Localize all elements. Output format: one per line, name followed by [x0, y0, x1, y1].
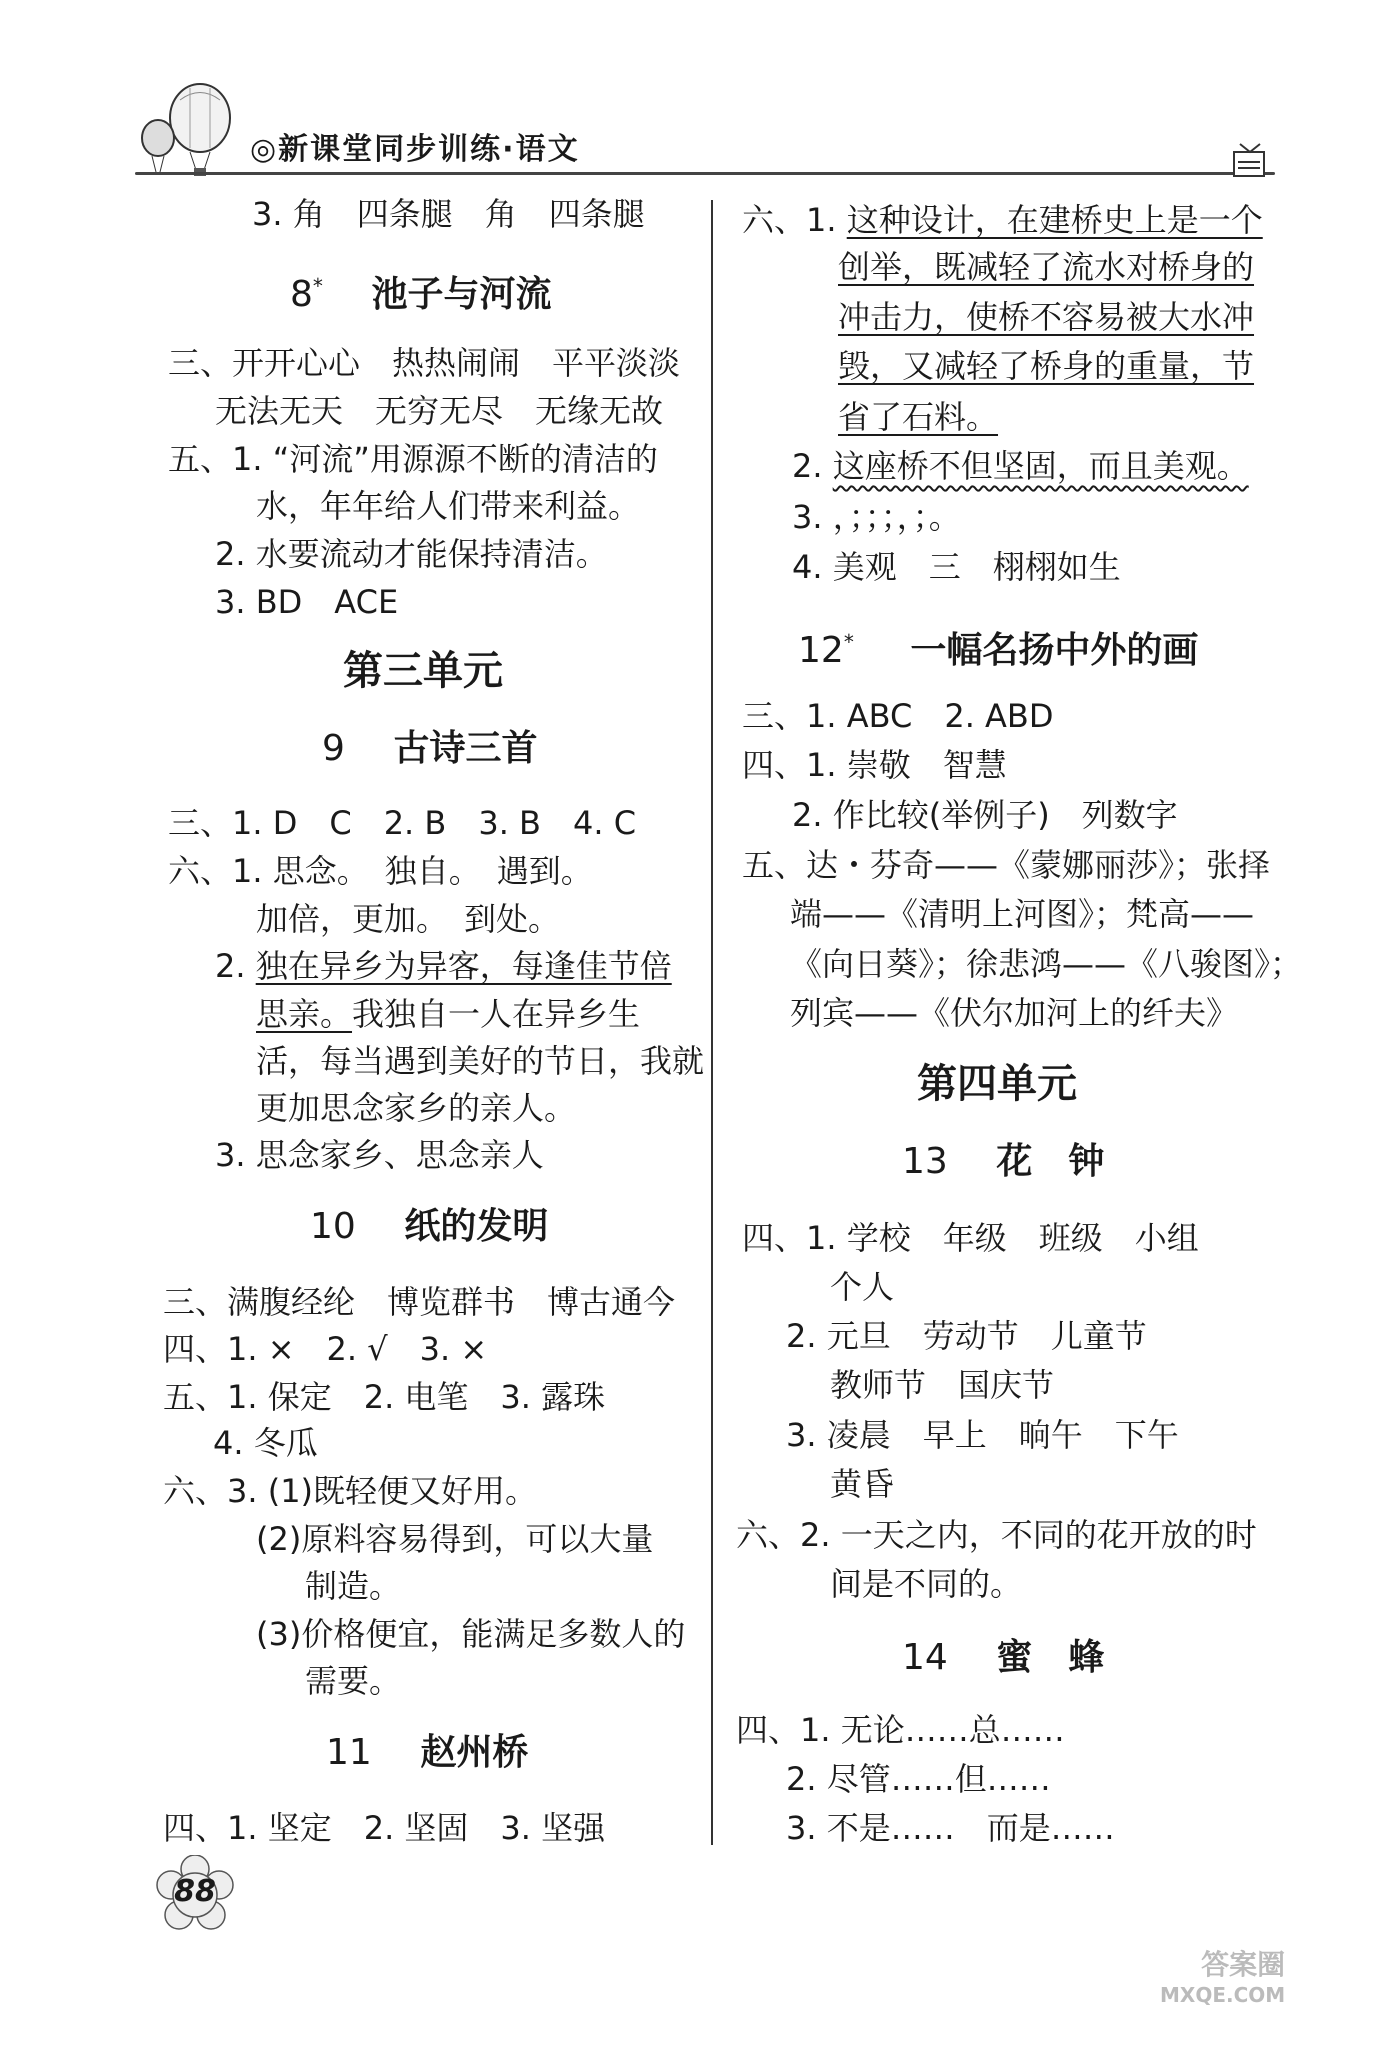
answer-line: 四、1. 崇敬 智慧: [742, 746, 1007, 784]
answer-line: 3. 凌晨 早上 晌午 下午: [786, 1416, 1179, 1454]
answer-line: 无法无天 无穷无尽 无缘无故: [215, 392, 664, 430]
section-title: 池子与河流: [371, 274, 552, 315]
answer-line: 3. 思念家乡、思念亲人: [215, 1136, 544, 1174]
answer-line: (2)原料容易得到，可以大量: [256, 1520, 654, 1558]
answer-line: 五、1. 保定 2. 电笔 3. 露珠: [163, 1378, 606, 1416]
header-rule: [135, 172, 1275, 175]
answer-line: 水，年年给人们带来利益。: [256, 487, 641, 525]
watermark-text: 答案圈: [1201, 1948, 1286, 1981]
underlined-answer: 省了石料。: [838, 398, 999, 436]
section-heading-9: [322, 725, 537, 773]
column-divider: [711, 200, 713, 1845]
underlined-answer: 思亲。: [256, 995, 353, 1033]
answer-line: 3. 不是…… 而是……: [786, 1809, 1115, 1847]
answer-line: 教师节 国庆节: [830, 1366, 1055, 1404]
answer-line: 3. ，；；；，；。: [792, 498, 961, 536]
answer-text: 我独自一人在异乡生: [352, 995, 641, 1033]
section-mark: *: [312, 274, 323, 298]
section-title: 古诗三首: [393, 728, 538, 769]
wavy-underlined-answer: 这座桥不但坚固，而且美观。: [832, 447, 1249, 485]
section-heading-8: [290, 262, 551, 319]
page-number: 88: [174, 1874, 216, 1909]
unit-heading: 第三单元: [343, 648, 503, 694]
answer-line: 2. 元旦 劳动节 儿童节: [786, 1317, 1147, 1355]
answer-line: 3. 角 四条腿 角 四条腿: [252, 195, 645, 233]
answer-line: (3)价格便宜，能满足多数人的: [256, 1615, 686, 1653]
section-title: 花 钟: [996, 1141, 1105, 1182]
section-heading-13: [902, 1138, 1104, 1186]
answer-line: 更加思念家乡的亲人。: [256, 1089, 577, 1127]
section-heading-11: [326, 1729, 528, 1777]
answer-line: 间是不同的。: [830, 1565, 1023, 1603]
section-title: 一幅名扬中外的画: [910, 630, 1199, 671]
answer-line: [215, 944, 672, 988]
answer-line: 端——《清明上河图》；梵高——: [790, 895, 1255, 933]
balloon-icon: [130, 80, 240, 180]
section-heading-12: [798, 618, 1198, 675]
unit-heading: 第四单元: [917, 1061, 1077, 1107]
answer-line: 3. BD ACE: [215, 583, 399, 621]
underlined-answer: 毁，又减轻了桥身的重量，节: [838, 347, 1255, 385]
section-title: 赵州桥: [420, 1732, 529, 1773]
underlined-answer: 创举，既减轻了流水对桥身的: [838, 248, 1255, 286]
answer-line: 2. 水要流动才能保持清洁。: [215, 535, 608, 573]
section-number: 11: [326, 1732, 372, 1773]
answer-line: 四、1. 坚定 2. 坚固 3. 坚强: [163, 1809, 606, 1847]
answer-line: 4. 美观 三 栩栩如生: [792, 548, 1121, 586]
answer-line: 三、1. ABC 2. ABD: [742, 697, 1054, 735]
decorative-tag-icon: [1230, 140, 1270, 180]
watermark-url: MXQE.COM: [1160, 1983, 1286, 2007]
answer-line: 4. 冬瓜: [213, 1424, 318, 1462]
underlined-answer: 独在异乡为异客，每逢佳节倍: [255, 947, 672, 985]
answer-line: 活，每当遇到美好的节日，我就: [256, 1042, 705, 1080]
answer-line: 2. 尽管……但……: [786, 1760, 1051, 1798]
watermark: [1160, 1950, 1285, 2010]
header-title: ◎新课堂同步训练·语文: [250, 132, 580, 167]
section-number: 10: [310, 1206, 356, 1247]
answer-line: 个人: [830, 1268, 895, 1306]
section-mark: *: [843, 630, 854, 654]
answer-index: 2.: [792, 447, 833, 485]
answer-line: 四、1. 学校 年级 班级 小组: [742, 1219, 1199, 1257]
answer-line: [256, 992, 640, 1036]
answer-line: 四、1. 无论……总……: [736, 1711, 1065, 1749]
answer-line: 列宾——《伏尔加河上的纤夫》: [790, 994, 1239, 1032]
answer-line: 三、1. D C 2. B 3. B 4. C: [168, 804, 637, 842]
answer-line: 黄昏: [830, 1465, 895, 1503]
answer-line: 六、2. 一天之内，不同的花开放的时: [736, 1516, 1257, 1554]
answer-line: 四、1. × 2. √ 3. ×: [163, 1330, 488, 1368]
answer-index: 六、1.: [742, 201, 847, 239]
answer-line: 六、3. (1)既轻便又好用。: [163, 1472, 538, 1510]
section-number: 12: [798, 630, 844, 671]
answer-line: 六、1. 思念。 独自。 遇到。: [168, 852, 593, 890]
answer-line: 三、满腹经纶 博览群书 博古通今: [163, 1283, 676, 1321]
answer-line: 需要。: [305, 1662, 402, 1700]
section-number: 13: [902, 1141, 948, 1182]
answer-line: 2. 作比较(举例子) 列数字: [792, 796, 1178, 834]
answer-line: [792, 444, 1249, 488]
underlined-answer: 这种设计，在建桥史上是一个: [846, 201, 1263, 239]
section-title: 纸的发明: [404, 1206, 549, 1247]
section-heading-14: [902, 1634, 1104, 1682]
answer-line: 制造。: [305, 1567, 402, 1605]
answer-index: 2.: [215, 947, 256, 985]
answer-line: 五、1. “河流”用源源不断的清洁的: [168, 440, 658, 478]
answer-line: 五、达・芬奇——《蒙娜丽莎》；张择: [742, 846, 1271, 884]
section-number: 9: [322, 728, 345, 769]
section-number: 14: [902, 1637, 948, 1678]
answer-line: 《向日葵》；徐悲鸿——《八骏图》；: [790, 945, 1303, 983]
underlined-answer: 冲击力，使桥不容易被大水冲: [838, 298, 1255, 336]
section-title: 蜜 蜂: [996, 1637, 1105, 1678]
section-heading-10: [310, 1203, 548, 1251]
section-number: 8: [290, 274, 313, 315]
answer-line: [742, 198, 1263, 242]
answer-line: 加倍，更加。 到处。: [256, 900, 561, 938]
answer-line: 三、开开心心 热热闹闹 平平淡淡: [168, 344, 681, 382]
